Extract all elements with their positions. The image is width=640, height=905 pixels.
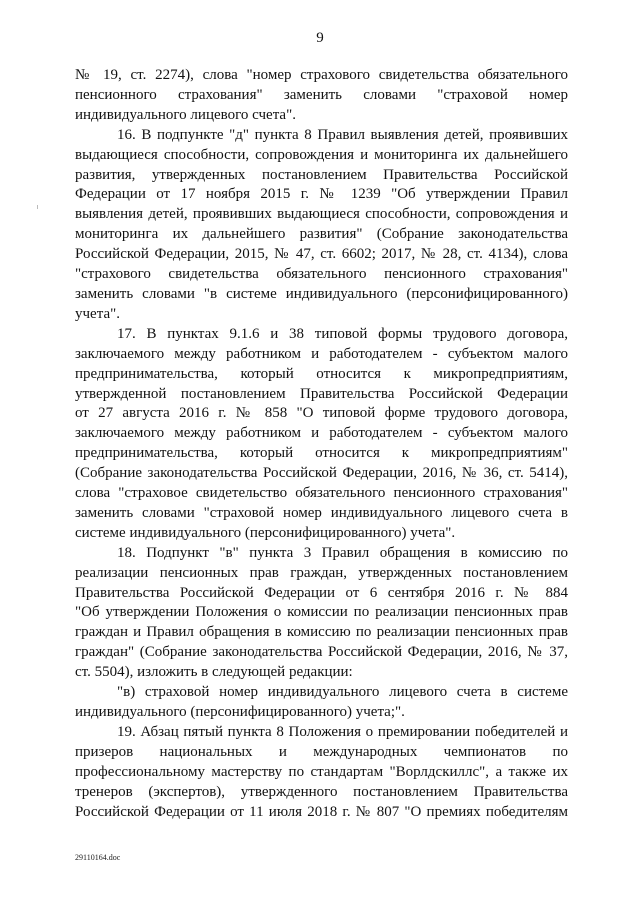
text-line: утвержденной постановлением Правительства Российской Федерации (75, 385, 568, 402)
text-line: заключаемого между работником и работодателем - субъектом малого (75, 345, 568, 362)
text-line: выявления детей, проявивших выдающиеся способности, сопровождения и (75, 206, 568, 223)
text-line: заключаемого между работником и работодателем - субъектом малого (75, 425, 568, 442)
text-line: слова "страховое свидетельство обязательного пенсионного страхования" (75, 485, 568, 502)
text-line: реализации пенсионных прав граждан, утвержденных постановлением (75, 564, 568, 581)
text-line: Правительства Российской Федерации от 6 сентября 2016 г. № 884 (75, 584, 568, 601)
text-line: мониторинга их дальнейшего развития" (Собрание законодательства (75, 226, 568, 243)
text-line: Федерации от 17 ноября 2015 г. № 1239 "Об утверждении Правил (75, 186, 568, 203)
text-line: Российской Федерации от 11 июля 2018 г. № 807 "О премиях победителям (75, 803, 568, 820)
text-line: 19. Абзац пятый пункта 8 Положения о премировании победителей и (117, 723, 568, 740)
text-line: пенсионного страхования" заменить словами "страховой номер (75, 86, 568, 103)
text-line: граждан и Правил обращения в комиссию по реализации пенсионных прав (75, 624, 568, 641)
text-line: (Собрание законодательства Российской Федерации, 2016, № 36, ст. 5414), (75, 465, 568, 482)
text-line: от 27 августа 2016 г. № 858 "О типовой форме трудового договора, (75, 405, 568, 422)
footer-file-name: 29110164.doc (75, 853, 121, 862)
text-line: учета". (75, 305, 120, 322)
text-line: индивидуального (персонифицированного) учета;". (75, 704, 405, 720)
text-line: заменить словами "в системе индивидуального (персонифицированного) (75, 285, 568, 302)
text-line: предпринимательства, который относится к микропредприятиям" (75, 445, 568, 462)
text-line: системе индивидуального (персонифицированного) учета". (75, 524, 456, 541)
text-line: предпринимательства, который относится к микропредприятиям, (75, 365, 568, 382)
text-line: № 19, ст. 2274), слова "номер страхового свидетельства обязательного (75, 67, 568, 83)
page-number: 9 (316, 30, 324, 46)
text-line: тренеров (экспертов), утвержденного постановлением Правительства (75, 783, 568, 800)
text-line: профессиональному мастерству по стандартам "Ворлдскиллс", а также их (75, 763, 568, 780)
text-line: Российской Федерации, 2015, № 47, ст. 6602; 2017, № 28, ст. 4134), слова (75, 246, 568, 263)
text-line: 16. В подпункте "д" пункта 8 Правил выявления детей, проявивших (117, 126, 568, 143)
text-line: ст. 5504), изложить в следующей редакции: (75, 664, 353, 681)
body-text (75, 66, 568, 822)
text-line: "Об утверждении Положения о комиссии по реализации пенсионных прав (75, 604, 568, 621)
text-line: призеров национальных и международных чемпионатов по (75, 743, 568, 760)
text-line: 18. Подпункт "в" пункта 3 Правил обращения в комиссию по (117, 544, 568, 561)
text-line: заменить словами "страховой номер индивидуального лицевого счета в (75, 504, 568, 521)
text-line: индивидуального лицевого счета". (75, 106, 296, 123)
text-line: граждан" (Собрание законодательства Российской Федерации, 2016, № 37, (75, 644, 568, 661)
text-line: 17. В пунктах 9.1.6 и 38 типовой формы трудового договора, (117, 325, 568, 342)
text-line: "страхового свидетельства обязательного пенсионного страхования" (75, 266, 568, 283)
text-line: развития, утвержденных постановлением Правительства Российской (75, 166, 568, 183)
text-line: выдающиеся способности, сопровождения и мониторинга их дальнейшего (75, 146, 568, 163)
text-line: "в) страховой номер индивидуального лицевого счета в системе (117, 684, 568, 701)
margin-mark (37, 205, 38, 209)
